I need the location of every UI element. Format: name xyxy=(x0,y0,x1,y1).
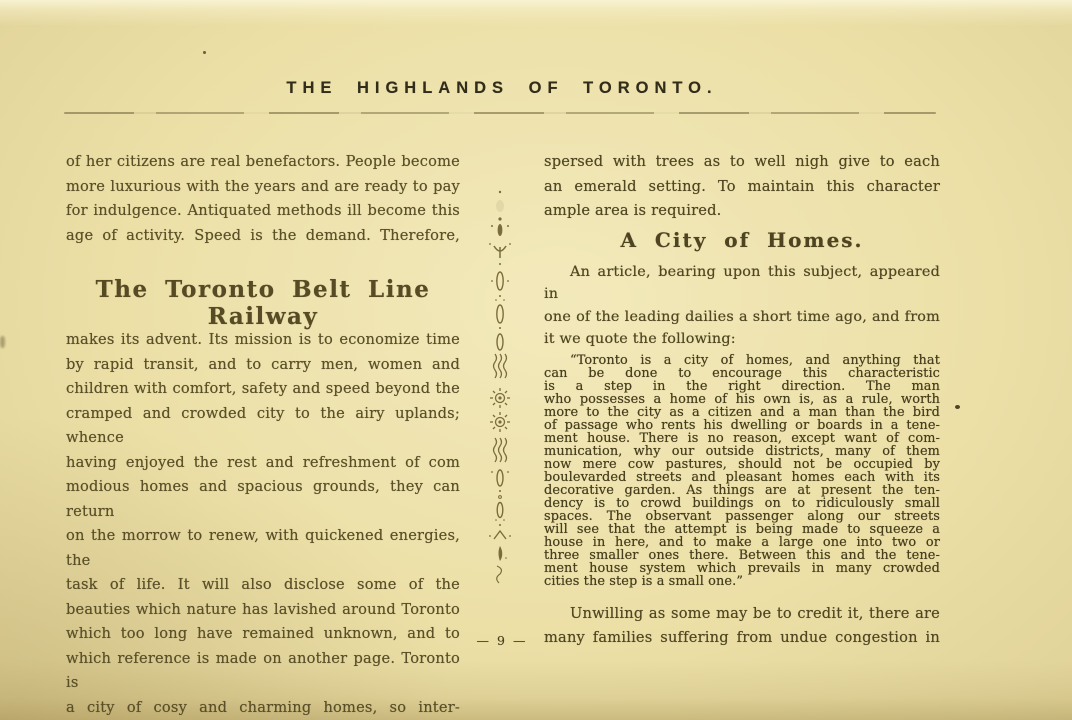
text-line: three smaller ones there. Between this and the tene- xyxy=(544,547,940,563)
text-line: cramped and crowded city to the airy uplands; whence xyxy=(66,404,460,446)
scan-speck xyxy=(0,336,5,348)
text-line: which reference is made on another page. Toronto is xyxy=(66,649,460,691)
quoted-newspaper-extract xyxy=(544,354,940,588)
text-line: beauties which nature has lavished around Toronto xyxy=(66,600,460,618)
paragraph xyxy=(544,150,940,224)
text-line: age of activity. Speed is the demand. Therefore, xyxy=(66,226,460,244)
section-heading-city-of-homes: A City of Homes. xyxy=(620,227,864,252)
text-line: one of the leading dailies a short time ago, and from xyxy=(544,308,940,325)
text-line: more luxurious with the years and are ready to pay xyxy=(66,177,460,195)
text-line: cities the step is a small one.” xyxy=(544,573,744,589)
section-heading-belt-line-railway: The Toronto Belt Line Railway xyxy=(95,276,431,330)
text-line: “Toronto is a city of homes, and anything that xyxy=(570,352,940,368)
paragraph xyxy=(66,328,460,720)
text-line: An article, bearing upon this subject, appeared in xyxy=(544,263,940,302)
text-line: spaces. The observant passenger along our streets xyxy=(544,508,940,524)
text-line: children with comfort, safety and speed beyond the xyxy=(66,380,460,397)
text-line: can be done to encourage this characteristic xyxy=(544,365,940,381)
text-line: decorative garden. As things are at present the ten- xyxy=(544,482,940,498)
text-line: is a step in the right direction. The man xyxy=(544,378,940,394)
scan-speck xyxy=(955,405,960,409)
text-line: ment house. There is no reason, except want of com- xyxy=(544,430,940,446)
text-line: more to the city as a citizen and a man than the bird xyxy=(544,404,940,420)
text-line: modious homes and spacious grounds, they can return xyxy=(66,478,460,520)
text-line: a city of cosy and charming homes, so inter- xyxy=(66,698,460,716)
text-line: makes its advent. Its mission is to economize time xyxy=(66,331,460,348)
text-line: many families suffering from undue congestion in xyxy=(544,629,940,646)
text-line: of her citizens are real benefactors. People become xyxy=(66,153,460,170)
text-line: which too long have remained unknown, and to xyxy=(66,625,460,642)
text-line: house in here, and to make a large one into two or xyxy=(544,534,940,550)
right-column xyxy=(544,150,940,651)
text-line: boulevarded streets and pleasant homes each with its xyxy=(544,469,940,485)
text-line: by rapid transit, and to carry men, women and xyxy=(66,355,460,373)
text-line: spersed with trees as to well nigh give to each xyxy=(544,153,940,170)
text-line: munication, why our outside districts, many of them xyxy=(544,443,940,459)
text-line: dency is to crowd buildings on to ridiculously small xyxy=(544,495,940,511)
text-line: Unwilling as some may be to credit it, there are xyxy=(570,604,940,622)
text-line: now mere cow pastures, should not be occupied by xyxy=(544,456,940,472)
text-line: ment house system which prevails in many crowded xyxy=(544,560,940,576)
page-header-title: THE HIGHLANDS OF TORONTO. xyxy=(286,79,718,97)
text-line: it we quote the following: xyxy=(544,331,736,347)
page-number: — 9 — xyxy=(476,633,528,648)
paragraph xyxy=(544,261,940,351)
text-line: for indulgence. Antiquated methods ill become this xyxy=(66,202,460,219)
text-line: task of life. It will also disclose some of the xyxy=(66,576,460,593)
scan-speck xyxy=(203,51,206,54)
text-line: who possesses a home of his own is, as a rule, worth xyxy=(544,391,940,407)
text-line: on the morrow to renew, with quickened energies, the xyxy=(66,527,460,569)
header-rule xyxy=(64,112,936,114)
ornamental-divider-icon xyxy=(481,186,519,586)
text-line: an emerald setting. To maintain this character xyxy=(544,177,940,195)
text-line: of passage who rents his dwelling or boards in a tene- xyxy=(544,417,940,433)
text-line: having enjoyed the rest and refreshment of com xyxy=(66,453,460,471)
paragraph xyxy=(66,150,460,248)
text-line: will see that the attempt is being made to squeeze a xyxy=(544,521,940,537)
text-line: ample area is required. xyxy=(544,202,722,219)
